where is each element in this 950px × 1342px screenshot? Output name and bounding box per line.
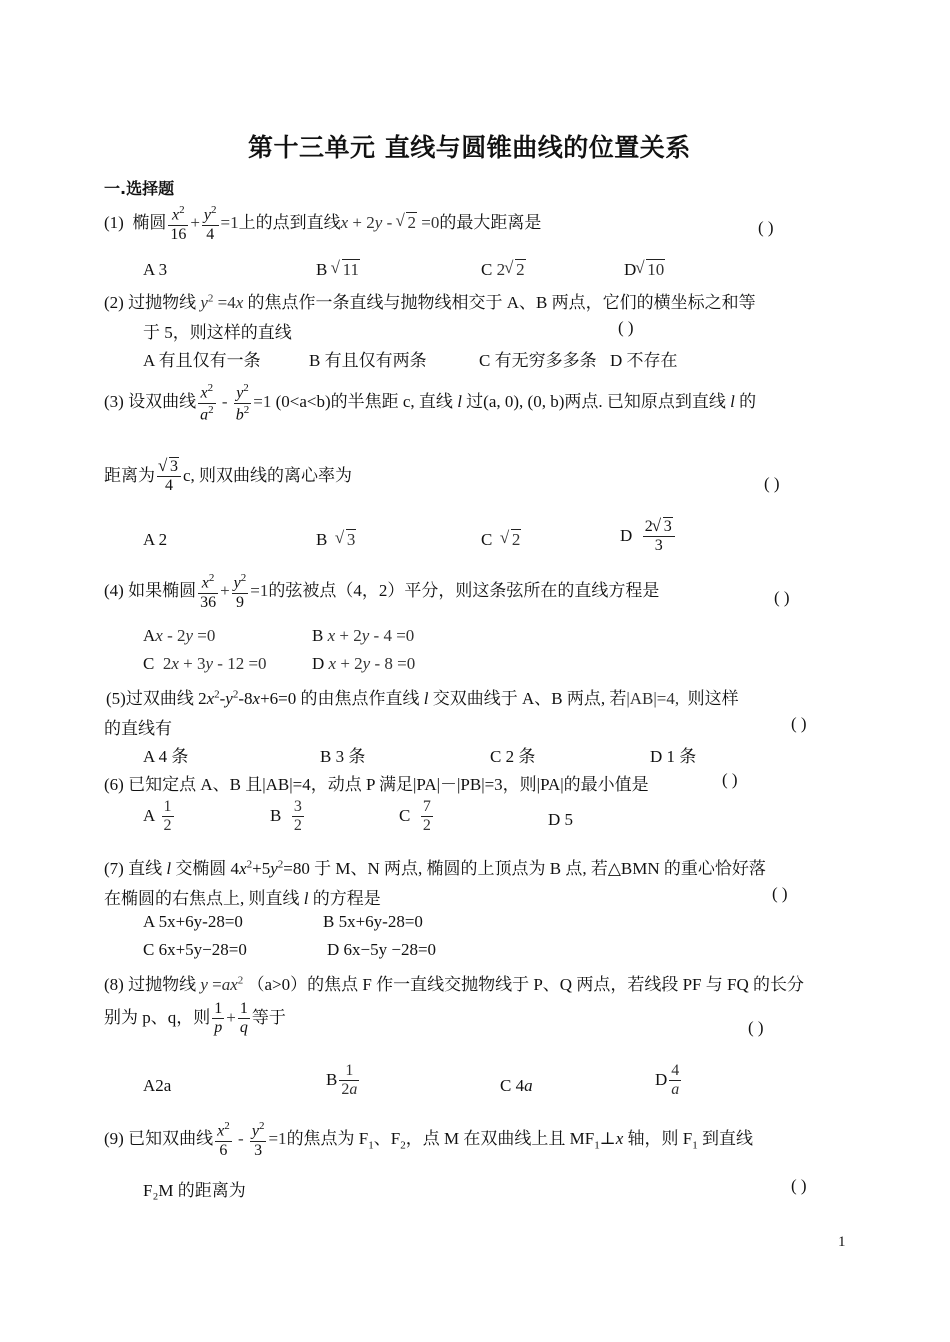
q4-answer-paren: ( ) (774, 588, 790, 607)
question-3-line-1: (3) 设双曲线 $\frac{x^2}{a^2}$ - $\frac{y^2}{b^2}$ =1 (0<a<b)的半焦距 c, 直线 l 过(a, 0), (0, b)两点. 已知原点到直线 l 的 (104, 382, 757, 424)
q8-option-d: D $\frac{4}{a}$ (655, 1062, 680, 1099)
q5-option-b: B 3 条 (320, 747, 366, 766)
question-2-line-2: 于 5，则这样的直线 (143, 323, 292, 342)
q3-answer-paren: ( ) (764, 474, 780, 493)
q7-option-d: D 6x−5y −28=0 (327, 940, 437, 959)
q1-post: 的最大距离是 (439, 212, 542, 232)
q7-answer-paren: ( ) (772, 884, 788, 903)
q6-option-c: C $\frac{7}{2}$ (399, 798, 431, 835)
q1-mid: 上的点到直线 (238, 212, 341, 232)
q4-option-d: D x + 2y - 8 =0 (312, 654, 416, 673)
q4-option-a: Ax - 2y =0 (143, 626, 216, 645)
question-9-line-1: (9) 已知双曲线 $\frac{x^2}{6}$ - $\frac{y^2}{3}$ =1的焦点为 $F_1$、$F_2$，点 M 在双曲线上且 $MF_1\perp x$ 轴，则 $F_1$ 到直线 (104, 1120, 753, 1159)
section-heading: 一.选择题 (104, 179, 175, 198)
question-3-line-2: 距离为 √ $\frac{3}{4}$ c, 则双曲线的离心率为 (104, 458, 352, 496)
question-8-line-2: 别为 p、q，则 $\frac{1}{p}$ + $\frac{1}{q}$ 等于 (104, 1000, 286, 1037)
q2-answer-paren: ( ) (618, 318, 634, 337)
question-7-line-1: (7) 直线 l 交椭圆 $4x^2+5y^2=80$ 于 M、N 两点, 椭圆的上顶点为 B 点, 若△BMN 的重心恰好落 (104, 858, 766, 878)
q1-option-b: B √ 11 (316, 260, 360, 280)
q1-pre: 椭圆 (132, 212, 167, 232)
q1-answer-paren: ( ) (758, 218, 774, 237)
q1-option-d: D√ 10 (624, 260, 665, 280)
q5-option-a: A 4 条 (143, 747, 189, 766)
q1-number: (1) (104, 212, 124, 232)
q3-option-a: A 2 (143, 530, 168, 549)
q7-option-b: B 5x+6y-28=0 (323, 912, 423, 931)
question-2-line-1: (2) 过抛物线 $y^2 =4x$ 的焦点作一条直线与抛物线相交于 A、B 两点，它们的横坐标之和等 (104, 292, 756, 312)
q7-option-c: C 6x+5y−28=0 (143, 940, 247, 959)
q5-answer-paren: ( ) (791, 714, 807, 733)
question-5-line-1: (5)过双曲线 $2x^2-y^2-8x+6=0$ 的由焦点作直线 l 交双曲线于 A、B 两点, 若|AB|=4, 则这样 (106, 688, 739, 708)
q1-option-c: C 2√ 2 (481, 260, 526, 280)
q3-option-d: D $\frac{2√ 3}{3}$ (620, 518, 677, 556)
q8-option-c: C 4a (500, 1076, 533, 1095)
q5-option-c: C 2 条 (490, 747, 536, 766)
q3-option-c: C √ 2 (481, 530, 521, 550)
question-5-line-2: 的直线有 (104, 719, 172, 738)
question-6-line-1: (6) 已知定点 A、B 且|AB|=4，动点 P 满足|PA|－|PB|=3，则|PA|的最小值是 (104, 775, 649, 794)
q2-option-a: A 有且仅有一条 (143, 351, 261, 370)
q4-option-b: B x + 2y - 4 =0 (312, 626, 415, 645)
q9-answer-paren: ( ) (791, 1176, 807, 1195)
q6-option-b: B $\frac{3}{2}$ (270, 798, 302, 835)
question-7-line-2: 在椭圆的右焦点上, 则直线 l 的方程是 (104, 889, 381, 908)
q6-answer-paren: ( ) (722, 770, 738, 789)
q2-option-c: C 有无穷多多条 (479, 351, 597, 370)
q1-option-a: A 3 (143, 260, 168, 279)
q8-answer-paren: ( ) (748, 1018, 764, 1037)
q8-option-a: A2a (143, 1076, 172, 1095)
question-8-line-1: (8) 过抛物线 $y =ax^2$ （a>0）的焦点 F 作一直线交抛物线于 P、Q 两点，若线段 PF 与 FQ 的长分 (104, 974, 804, 994)
q6-option-a: A $\frac{1}{2}$ (143, 798, 172, 835)
q1-frac-y: $\frac{y^2}{4}$ (203, 204, 217, 243)
q2-option-b: B 有且仅有两条 (309, 351, 427, 370)
page-title: 第十三单元 直线与圆锥曲线的位置关系 (248, 133, 691, 162)
q8-option-b: B $\frac{1}{2a}$ (326, 1062, 358, 1099)
page-number: 1 (838, 1234, 846, 1250)
question-1: (1) 椭圆 $\frac{x^2}{16}$ + $\frac{y^2}{4}$ =1上的点到直线x + 2y - √ 2 =0的最大距离是 (104, 204, 541, 244)
q1-frac-x: $\frac{x^2}{16}$ (170, 204, 187, 243)
q1-line-equation: x + 2y - √ 2 =0 (341, 213, 440, 232)
q5-option-d: D 1 条 (650, 747, 697, 766)
q3-option-b: B √ 3 (316, 530, 356, 550)
q2-option-d: D 不存在 (610, 351, 678, 370)
question-4-line-1: (4) 如果椭圆 $\frac{x^2}{36}$ + $\frac{y^2}{9}$ =1的弦被点（4，2）平分，则这条弦所在的直线方程是 (104, 572, 660, 611)
q4-option-c: C 2x + 3y - 12 =0 (143, 654, 267, 673)
q6-option-d: D 5 (548, 810, 574, 829)
q7-option-a: A 5x+6y-28=0 (143, 912, 243, 931)
question-9-line-2: F₂M 的距离为 (143, 1181, 246, 1200)
